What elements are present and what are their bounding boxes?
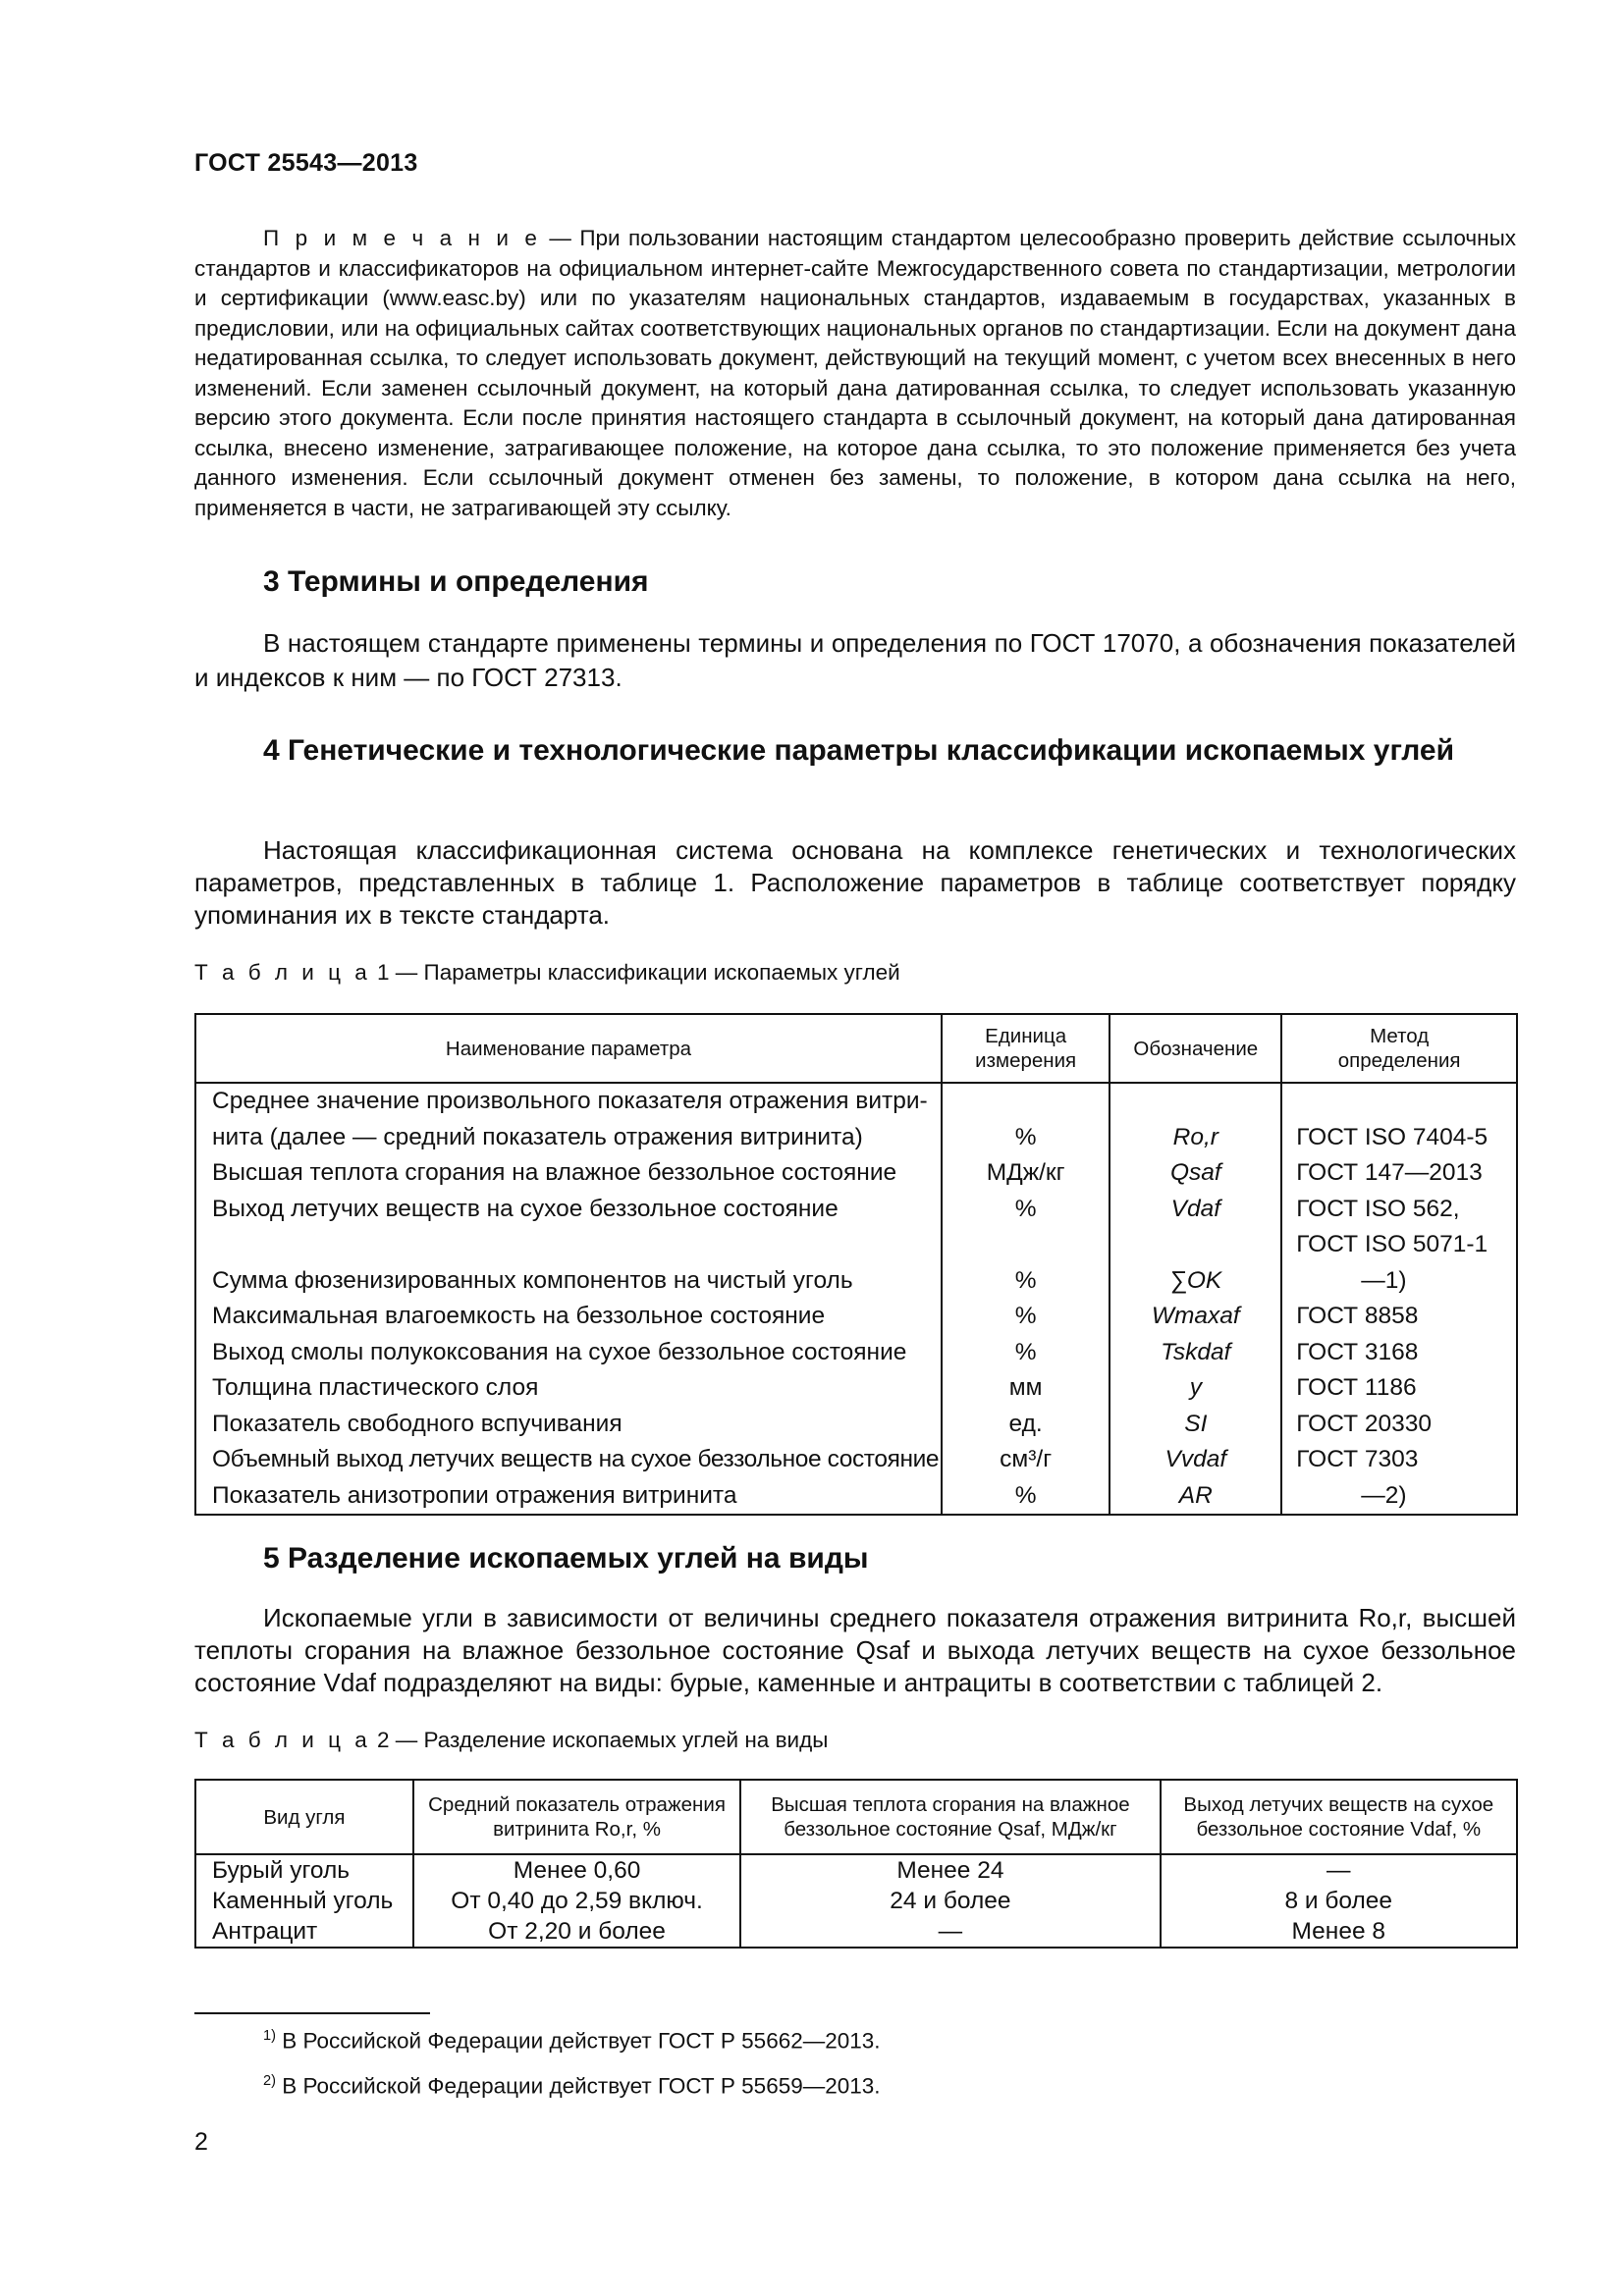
table-2 (194, 1779, 1518, 1949)
table-row: нита (далее — средний показатель отражения витринита) (212, 1123, 863, 1150)
table-1-header-name: Наименование параметра (195, 1014, 942, 1083)
page-number: 2 (194, 2128, 208, 2156)
table-row (196, 1227, 941, 1263)
footnote-divider (194, 2012, 430, 2014)
table-row: Показатель свободного вспучивания (212, 1410, 623, 1437)
table-row: Показатель анизотропии отражения витринита (212, 1481, 737, 1509)
table-row: Толщина пластического слоя (212, 1374, 539, 1401)
table-row: Выход смолы полукоксования на сухое беззольное состояние (212, 1338, 907, 1365)
table-row: Высшая теплота сгорания на влажное беззольное состояние (212, 1159, 897, 1186)
table-row: Максимальная влагоемкость на беззольное состояние (212, 1303, 826, 1329)
document-id: ГОСТ 25543—2013 (194, 149, 418, 177)
section-4-title: 4 Генетические и технологические параметры классификации ископаемых углей (263, 734, 1455, 767)
table-2-header-kind: Вид угля (195, 1780, 413, 1854)
table-2-kinds-column (195, 1854, 413, 1948)
table-2-volatiles-column: — 8 и более Менее 8 (1161, 1854, 1517, 1948)
section-4-text: Настоящая классификационная система основана на комплексе генетических и технологических параметров, представленных в таблице 1. Расположение параметров в таблице соответствует порядку упоминания их в тексте стандарта. (194, 835, 1516, 930)
table-row: Сумма фюзенизированных компонентов на чистый уголь (212, 1266, 853, 1294)
table-2-reflectance-column: Менее 0,60 От 0,40 до 2,59 включ. От 2,20 и более (413, 1854, 741, 1948)
section-5-title: 5 Разделение ископаемых углей на виды (263, 1542, 869, 1575)
table-2-header-heat: Высшая теплота сгорания на влажное беззольное состояние Qsaf, МДж/кг (740, 1780, 1160, 1854)
note-label: П р и м е ч а н и е (263, 226, 541, 250)
note-paragraph (194, 224, 1516, 523)
table-1-header-unit: Единица измерения (942, 1014, 1110, 1083)
table-row: Антрацит (212, 1918, 318, 1945)
section-3-title: 3 Термины и определения (263, 565, 649, 598)
table-1-header-symbol: Обозначение (1110, 1014, 1281, 1083)
table-1-header-method: Метод определения (1281, 1014, 1517, 1083)
table-row: Выход летучих веществ на сухое беззольное состояние (212, 1195, 839, 1222)
footnote-2: $^{2)}$ В Российской Федерации действует ГОСТ Р 55659—2013. (263, 2073, 881, 2099)
table-2-header-volatiles: Выход летучих веществ на сухое беззольное состояние Vdaf, % (1161, 1780, 1517, 1854)
section-5-text: Ископаемые угли в зависимости от величины среднего показателя отражения витринита Ro,r, высшей теплоты сгорания на влажное беззольное состояние Qsaf и выхода летучих веществ на сухое беззольное состояние Vdaf подразделяют на виды: бурые, каменные и антрациты в соответствии с таблицей 2. (194, 1603, 1516, 1697)
footnote-1: $^{1)}$ В Российской Федерации действует ГОСТ Р 55662—2013. (263, 2028, 881, 2054)
table-2-heat-column: Менее 24 24 и более — (740, 1854, 1160, 1948)
table-1 (194, 1013, 1518, 1516)
table-1-symbols-column: Ro,r Qsaf Vdaf ∑OK Wmaxaf Tskdaf y SI Vvdaf AR (1110, 1083, 1281, 1515)
section-3-text: В настоящем стандарте применены термины и определения по ГОСТ 17070, а обозначения показателей и индексов к ним — по ГОСТ 27313. (194, 628, 1516, 692)
table-1-caption: Т а б л и ц а 1 — Параметры классификации ископаемых углей (194, 960, 900, 985)
note-text: — При пользовании настоящим стандартом целесообразно проверить действие ссылочных стандартов и классификаторов на официальном интернет-сайте Межгосударственного совета по стандартизации, метрологии и сертификации (www.easc.by) или по указателям национальных стандартов, издаваемым в государствах, указанных в предисловии, или на официальных сайтах соответствующих национальных органов по стандартизации. Если на документ дана недатированная ссылка, то следует использовать документ, действующий на текущий момент, с учетом всех внесенных в него изменений. Если заменен ссылочный документ, на который дана датированная ссылка, то следует использовать указанную версию этого документа. Если после принятия настоящего стандарта в ссылочный документ, на который дана датированная ссылка, внесено изменение, затрагивающее положение, на которое дана ссылка, то это положение применяется без учета данного изменения. Если ссылочный документ отменен без замены, то положение, в котором дана ссылка на него, применяется в части, не затрагивающей эту ссылку. (194, 226, 1516, 520)
table-row: Каменный уголь (212, 1888, 394, 1914)
table-row: Среднее значение произвольного показателя отражения витри- (212, 1088, 928, 1114)
table-1-methods-column: ГОСТ ISO 7404-5 ГОСТ 147—2013 ГОСТ ISO 562, ГОСТ ISO 5071-1 —1) ГОСТ 8858 ГОСТ 3168 ГОСТ 1186 ГОСТ 20330 ГОСТ 7303 —2) (1281, 1083, 1517, 1515)
table-1-units-column: % МДж/кг % % % % мм ед. см³/г % (942, 1083, 1110, 1515)
table-2-header-reflectance: Средний показатель отражения витринита Ro,r, % (413, 1780, 741, 1854)
table-row: Объемный выход летучих веществ на сухое беззольное состояние (212, 1446, 940, 1472)
table-2-caption: Т а б л и ц а 2 — Разделение ископаемых углей на виды (194, 1728, 829, 1752)
table-1-names-column (195, 1083, 942, 1515)
table-row: Бурый уголь (212, 1857, 351, 1884)
